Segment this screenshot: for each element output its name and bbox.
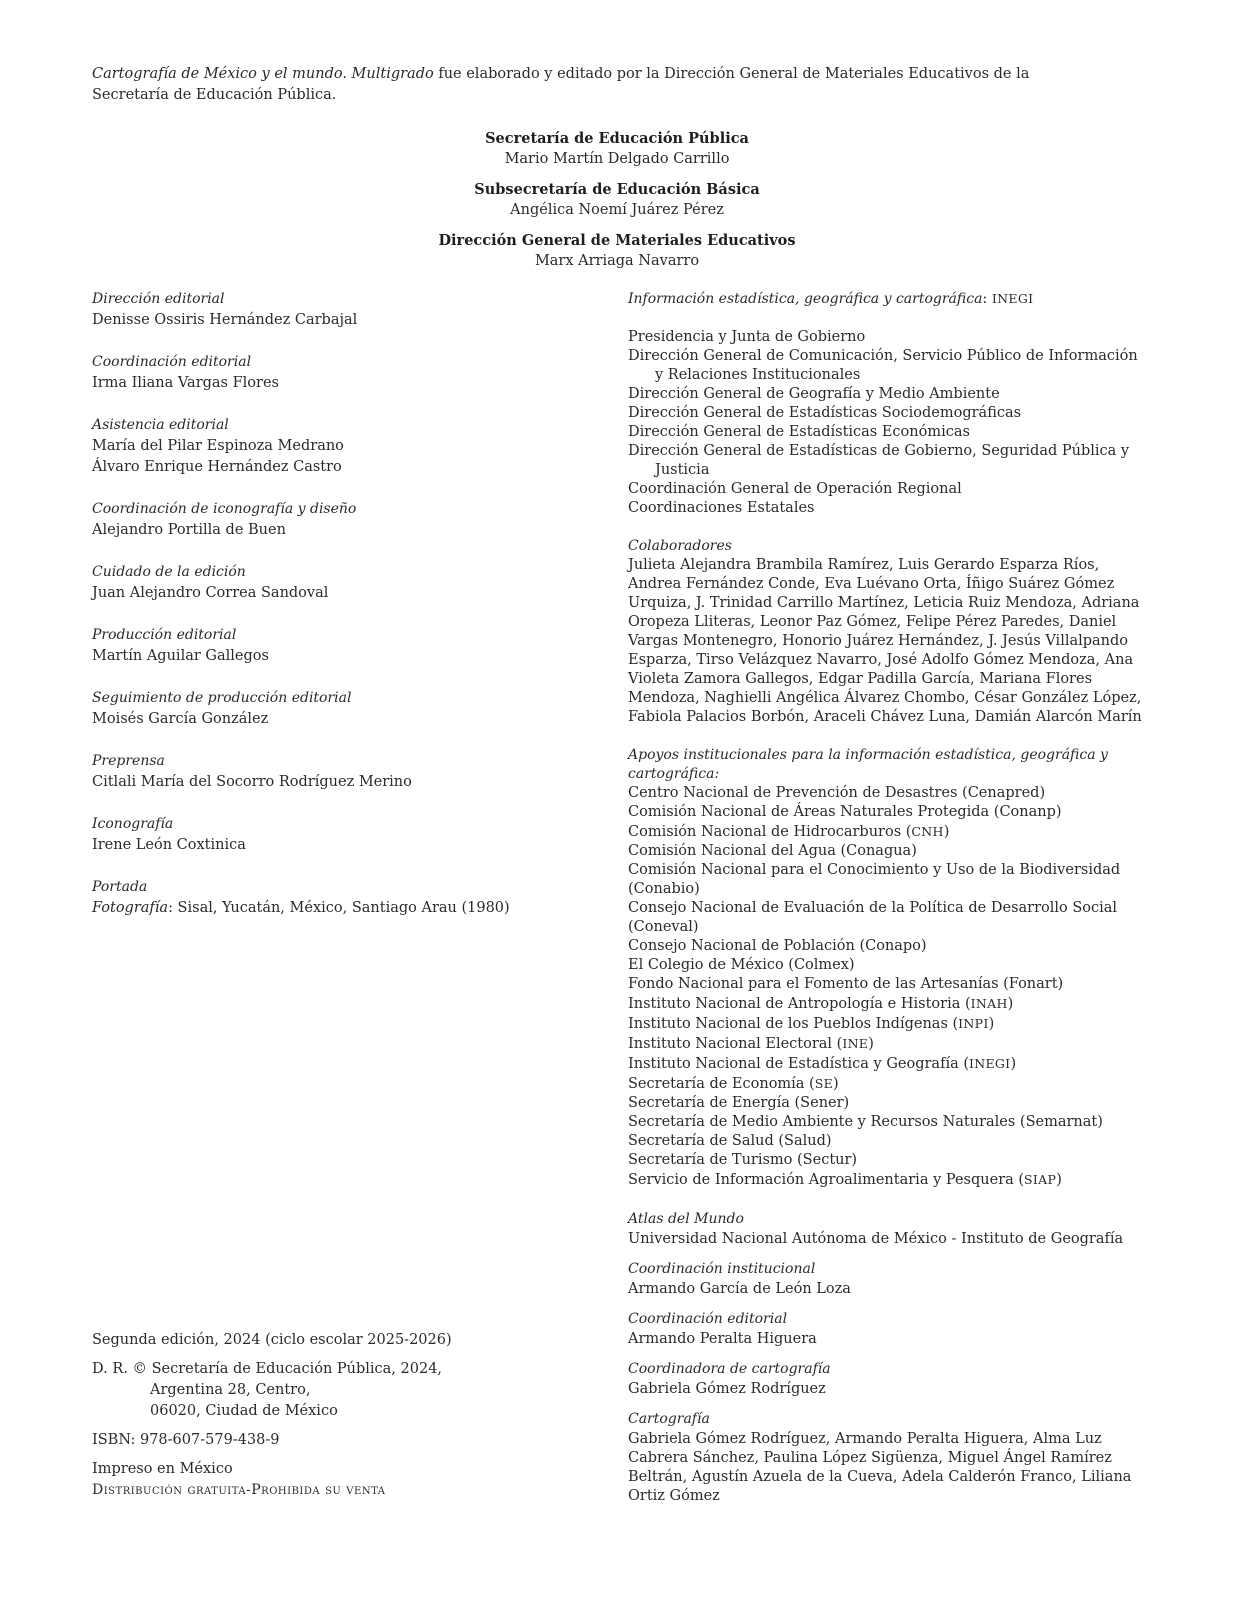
colaboradores-text: Julieta Alejandra Brambila Ramírez, Luis Gerardo Esparza Ríos, Andrea Fernández Conde, Eva Luévano Orta, Íñigo Suárez Gómez Urquiza, J. Trinidad Carrillo Martínez, Leticia Ruiz Mendoza, Adriana Oropeza Lliteras, Leonor Paz Gómez, Felipe Pérez Paredes, Daniel Vargas Montenegro, Honorio Juárez Hernández, J. Jesús Villalpando Esparza, Tirso Velázquez Navarro, José Adolfo Gómez Mendoza, Ana Violeta Zamora Gallegos, Edgar Padilla García, Mariana Flores Mendoza, Naghielli Angélica Álvarez Chombo, César González López, Fabiola Palacios Borbón, Araceli Chávez Luna, Damián Alarcón Marín xyxy=(628,557,1142,725)
institution-name: Instituto Nacional Electoral ( xyxy=(628,1036,843,1052)
credit-role: Producción editorial xyxy=(92,627,237,643)
credit-name: Martín Aguilar Gallegos xyxy=(92,648,269,664)
institution-name: El Colegio de México (Colmex) xyxy=(628,957,855,973)
copyright-line: D. R. © Secretaría de Educación Pública, 2024, xyxy=(92,1361,443,1377)
inegi-abbr: INEGI xyxy=(991,291,1034,306)
unam-credit-names: Armando García de León Loza xyxy=(628,1281,851,1297)
apoyo-institution xyxy=(628,937,1148,956)
institution-abbr: INEGI xyxy=(969,1056,1011,1071)
institution-close: ) xyxy=(943,824,950,840)
apoyo-institution xyxy=(628,1054,1148,1074)
intro-paragraph xyxy=(92,64,1092,106)
credit-role: Iconografía xyxy=(92,816,174,832)
credit-role: Dirección editorial xyxy=(92,291,225,307)
isbn-line: ISBN: 978-607-579-438-9 xyxy=(92,1432,280,1448)
institution-name: Instituto Nacional de Antropología e Historia ( xyxy=(628,996,971,1012)
credit-name: Citlali María del Socorro Rodríguez Merino xyxy=(92,774,412,790)
apoyo-institution xyxy=(628,956,1148,975)
apoyo-institution xyxy=(628,994,1148,1014)
credit-role: Seguimiento de producción editorial xyxy=(92,690,352,706)
apoyos-list xyxy=(628,784,1148,1190)
apoyos-label: Apoyos institucionales para la información estadística, geográfica y cartográfica xyxy=(628,747,1108,782)
apoyo-institution xyxy=(628,1132,1148,1151)
apoyo-institution xyxy=(628,784,1148,803)
institution-close: ) xyxy=(833,1076,839,1092)
inegi-sep: : xyxy=(982,291,992,307)
inegi-unit: Dirección General de Estadísticas Económicas xyxy=(628,424,970,440)
inegi-heading xyxy=(628,289,1148,309)
unam-credit-section xyxy=(628,1309,1148,1349)
apoyo-institution xyxy=(628,842,1148,861)
credit-role: Preprensa xyxy=(92,753,165,769)
institution-abbr: INPI xyxy=(958,1016,989,1031)
authority-group xyxy=(0,179,1234,221)
unam-credit-role: Cartografía xyxy=(628,1411,710,1427)
authority-group xyxy=(0,128,1234,170)
apoyo-institution xyxy=(628,861,1148,899)
institution-name: Servicio de Información Agroalimentaria y Pesquera ( xyxy=(628,1172,1025,1188)
institution-name: Comisión Nacional de Áreas Naturales Protegida (Conanp) xyxy=(628,804,1062,820)
inegi-unit: Dirección General de Estadísticas Sociodemográficas xyxy=(628,405,1022,421)
atlas-label: Atlas del Mundo xyxy=(628,1211,744,1227)
institution-name: Comisión Nacional para el Conocimiento y Uso de la Biodiversidad (Conabio) xyxy=(628,862,1121,897)
institution-name: Secretaría de Medio Ambiente y Recursos Naturales (Semarnat) xyxy=(628,1114,1103,1130)
credit-section xyxy=(92,499,572,541)
credit-section xyxy=(92,814,572,856)
credit-name: Moisés García González xyxy=(92,711,269,727)
inegi-unit: Coordinación General de Operación Regional xyxy=(628,481,962,497)
apoyos-colon: : xyxy=(714,766,720,782)
apoyo-institution xyxy=(628,899,1148,937)
unam-credit-section xyxy=(628,1409,1148,1506)
authority-org: Subsecretaría de Educación Básica xyxy=(474,181,760,198)
photo-label: Fotografía xyxy=(92,900,169,916)
institution-abbr: CNH xyxy=(911,824,944,839)
book-title: Cartografía de México y el mundo. Multigrado xyxy=(92,66,434,82)
colaboradores-section xyxy=(628,537,1148,727)
intro-text: fue elaborado y editado por la Dirección General de Materiales Educativos de la Secretaría de Educación Pública. xyxy=(92,66,1030,103)
credit-name: Irma Iliana Vargas Flores xyxy=(92,375,279,391)
atlas-section xyxy=(628,1209,1148,1249)
institution-close: ) xyxy=(1056,1172,1062,1188)
credit-role: Coordinación editorial xyxy=(92,354,252,370)
right-credits-column xyxy=(628,289,1148,1516)
institution-abbr: SIAP xyxy=(1024,1172,1057,1187)
address-line-2: 06020, Ciudad de México xyxy=(150,1403,338,1419)
credit-section xyxy=(92,688,572,730)
apoyo-institution xyxy=(628,1170,1148,1190)
institution-name: Comisión Nacional del Agua (Conagua) xyxy=(628,843,917,859)
credit-section xyxy=(92,751,572,793)
credit-name: Álvaro Enrique Hernández Castro xyxy=(92,459,342,475)
institution-name: Centro Nacional de Prevención de Desastres (Cenapred) xyxy=(628,785,1046,801)
credit-name: Denisse Ossiris Hernández Carbajal xyxy=(92,312,358,328)
credit-section xyxy=(92,415,572,478)
institution-close: ) xyxy=(868,1036,874,1052)
authority-org: Dirección General de Materiales Educativos xyxy=(438,232,796,249)
apoyo-institution xyxy=(628,1074,1148,1094)
apoyo-institution xyxy=(628,1094,1148,1113)
distribution-line: Distribución gratuita-Prohibida su venta xyxy=(92,1482,386,1498)
institution-name: Secretaría de Salud (Salud) xyxy=(628,1133,832,1149)
institution-name: Secretaría de Economía ( xyxy=(628,1076,815,1092)
authority-org: Secretaría de Educación Pública xyxy=(485,130,749,147)
institution-name: Instituto Nacional de Estadística y Geografía ( xyxy=(628,1056,969,1072)
institution-name: Instituto Nacional de los Pueblos Indígenas ( xyxy=(628,1016,959,1032)
photo-text: : Sisal, Yucatán, México, Santiago Arau (1980) xyxy=(168,900,510,916)
unam-credit-role: Coordinación editorial xyxy=(628,1311,788,1327)
unam-credit-names: Gabriela Gómez Rodríguez, Armando Peralta Higuera, Alma Luz Cabrera Sánchez, Paulina López Sigüenza, Miguel Ángel Ramírez Beltrán, Agustín Azuela de la Cueva, Adela Calderón Franco, Liliana Ortiz Gómez xyxy=(628,1431,1132,1504)
institution-abbr: INE xyxy=(842,1036,869,1051)
apoyos-section xyxy=(628,746,1148,1190)
unam-credit-section xyxy=(628,1359,1148,1399)
unam-credits xyxy=(628,1259,1148,1506)
inegi-unit: Dirección General de Estadísticas de Gobierno, Seguridad Pública y Justicia xyxy=(628,443,1130,478)
institution-name: Secretaría de Turismo (Sectur) xyxy=(628,1152,858,1168)
credit-role: Cuidado de la edición xyxy=(92,564,246,580)
institution-name: Fondo Nacional para el Fomento de las Artesanías (Fonart) xyxy=(628,976,1064,992)
authorities-block xyxy=(0,128,1234,281)
authority-group xyxy=(0,230,1234,272)
apoyo-institution xyxy=(628,1151,1148,1170)
apoyo-institution xyxy=(628,1113,1148,1132)
cover-photo-credit xyxy=(92,898,572,919)
apoyo-institution xyxy=(628,975,1148,994)
inegi-unit: Coordinaciones Estatales xyxy=(628,500,815,516)
unam-credit-names: Gabriela Gómez Rodríguez xyxy=(628,1381,826,1397)
credit-section xyxy=(92,352,572,394)
apoyo-institution xyxy=(628,803,1148,822)
credit-name: Alejandro Portilla de Buen xyxy=(92,522,286,538)
credit-section xyxy=(92,562,572,604)
inegi-units xyxy=(628,328,1148,518)
credit-role: Portada xyxy=(92,879,148,895)
credit-name: Irene León Coxtinica xyxy=(92,837,246,853)
apoyo-institution xyxy=(628,1034,1148,1054)
institution-close: ) xyxy=(988,1016,995,1032)
inegi-section xyxy=(628,289,1148,309)
institution-name: Consejo Nacional de Población (Conapo) xyxy=(628,938,927,954)
address-line-1: Argentina 28, Centro, xyxy=(150,1382,311,1398)
institution-close: ) xyxy=(1010,1056,1017,1072)
institution-abbr: SE xyxy=(814,1076,834,1091)
authority-person: Marx Arriaga Navarro xyxy=(534,253,700,269)
credit-name: María del Pilar Espinoza Medrano xyxy=(92,438,344,454)
credit-section xyxy=(92,625,572,667)
institution-close: ) xyxy=(1007,996,1014,1012)
inegi-unit: Dirección General de Comunicación, Servicio Público de Información y Relaciones Institucionales xyxy=(628,348,1138,383)
institution-name: Secretaría de Energía (Sener) xyxy=(628,1095,850,1111)
unam-credit-role: Coordinadora de cartografía xyxy=(628,1361,831,1377)
institution-abbr: INAH xyxy=(970,996,1008,1011)
institution-name: Consejo Nacional de Evaluación de la Política de Desarrollo Social (Coneval) xyxy=(628,900,1118,935)
apoyos-heading xyxy=(628,746,1148,784)
left-credits-column xyxy=(92,289,572,940)
inegi-unit: Presidencia y Junta de Gobierno xyxy=(628,329,866,345)
copyright-block xyxy=(92,1359,572,1422)
authority-person: Angélica Noemí Juárez Pérez xyxy=(510,202,724,218)
unam-credit-section xyxy=(628,1259,1148,1299)
institution-name: Comisión Nacional de Hidrocarburos ( xyxy=(628,824,912,840)
apoyo-institution xyxy=(628,1014,1148,1034)
authority-person: Mario Martín Delgado Carrillo xyxy=(504,151,730,167)
atlas-text: Universidad Nacional Autónoma de México - Instituto de Geografía xyxy=(628,1231,1124,1247)
credit-section xyxy=(92,877,572,919)
credit-section xyxy=(92,289,572,331)
apoyo-institution xyxy=(628,822,1148,842)
unam-credit-role: Coordinación institucional xyxy=(628,1261,816,1277)
inegi-unit: Dirección General de Geografía y Medio Ambiente xyxy=(628,386,1000,402)
credit-role: Coordinación de iconografía y diseño xyxy=(92,501,357,517)
credit-role: Asistencia editorial xyxy=(92,417,229,433)
printed-line: Impreso en México xyxy=(92,1461,233,1477)
colaboradores-label: Colaboradores xyxy=(628,538,732,554)
inegi-label: Información estadística, geográfica y cartográfica xyxy=(628,291,983,307)
edition-line: Segunda edición, 2024 (ciclo escolar 2025-2026) xyxy=(92,1332,452,1348)
imprint-block xyxy=(92,1330,572,1501)
unam-credit-names: Armando Peralta Higuera xyxy=(628,1331,817,1347)
credit-name: Juan Alejandro Correa Sandoval xyxy=(92,585,329,601)
